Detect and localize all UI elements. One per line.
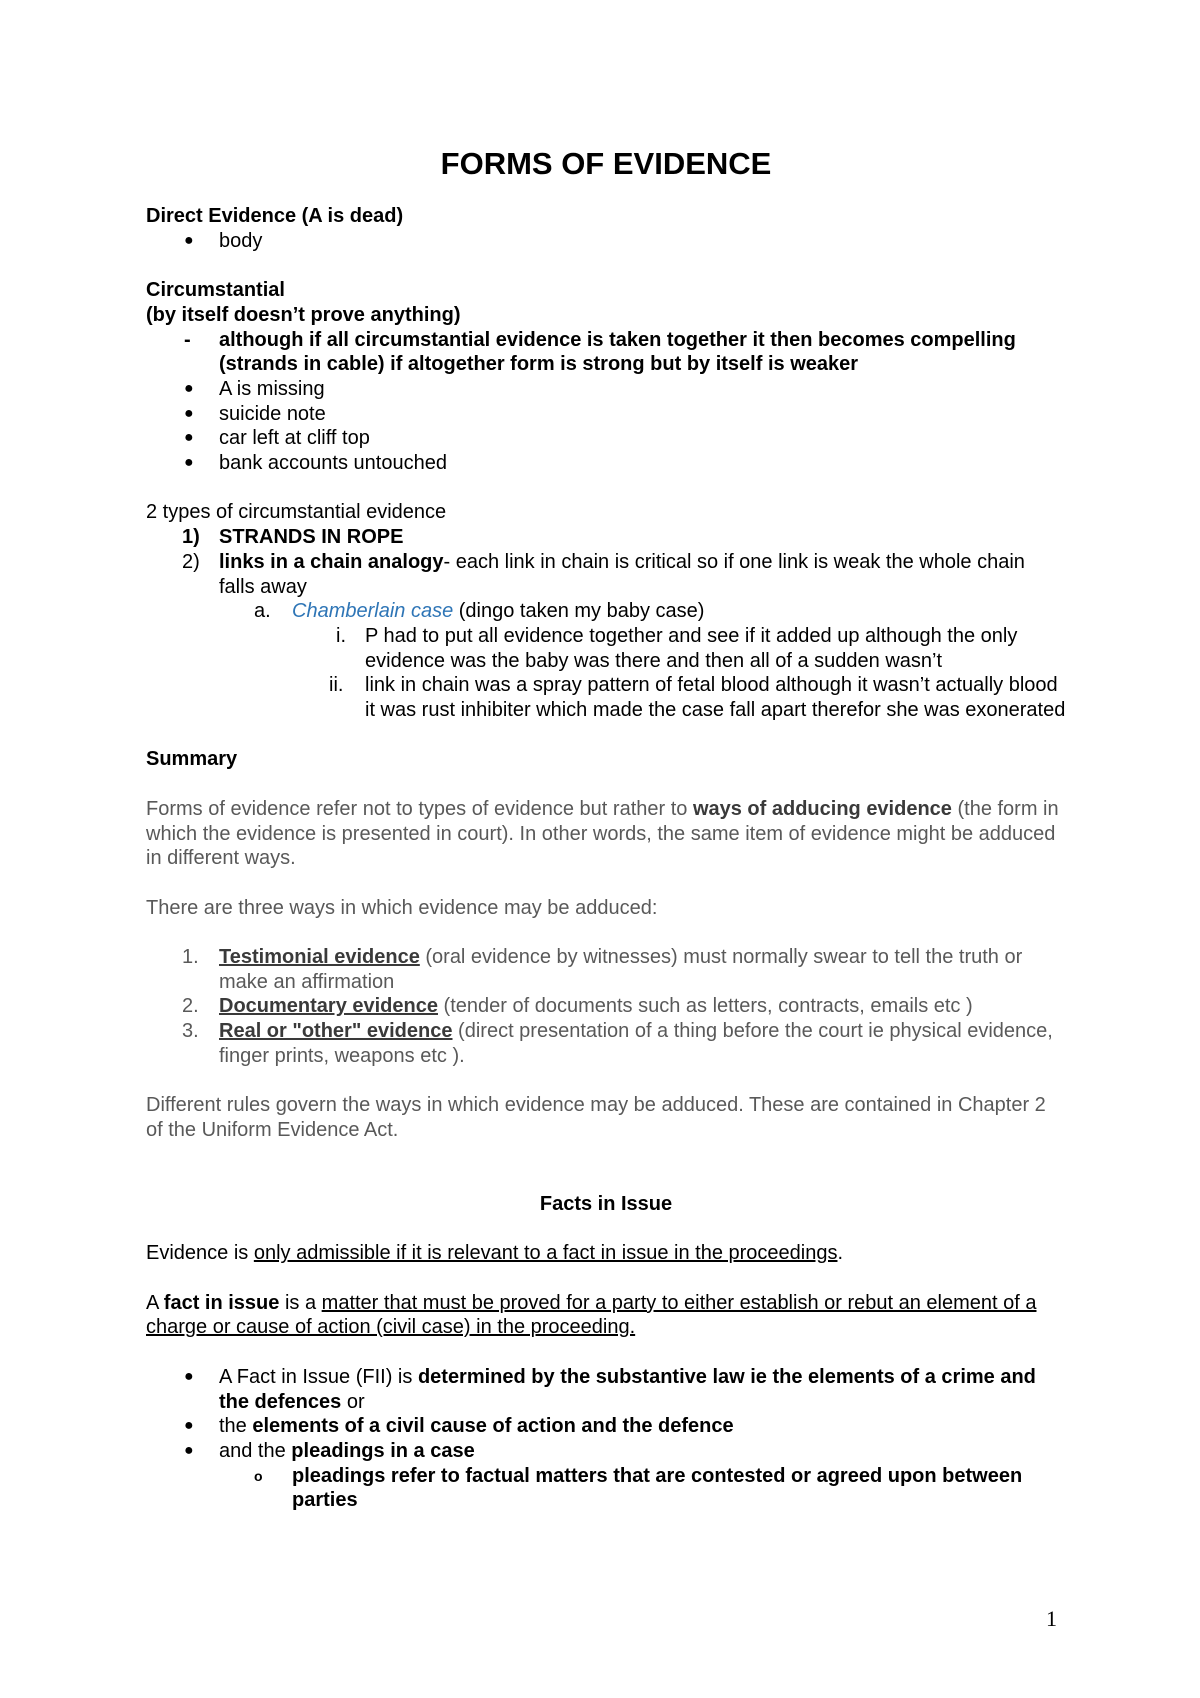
circumstantial-heading: Circumstantial: [146, 279, 285, 302]
summary-paragraph: [146, 797, 1066, 871]
sub-list-item: [146, 599, 1066, 624]
text-run: or: [341, 1390, 365, 1413]
roman-list-item: [146, 624, 1066, 673]
list-item-text: car left at cliff top: [219, 427, 370, 450]
list-item-text: (tender of documents such as letters, contracts, emails etc ): [437, 995, 973, 1018]
dash-marker: -: [184, 328, 191, 351]
bold-run: ways of adducing evidence: [692, 797, 952, 820]
list-number: 2.: [182, 995, 199, 1018]
facts-paragraph: [146, 1291, 1066, 1340]
list-item-term: Real or "other" evidence: [219, 1020, 453, 1043]
list-item: [146, 525, 1066, 550]
list-item-term: Documentary evidence: [219, 995, 438, 1018]
list-item: [146, 1365, 1066, 1414]
list-number: 2): [182, 550, 200, 573]
list-item: [146, 945, 1066, 994]
bullet-icon: ●: [184, 454, 194, 472]
dash-note: [146, 328, 1066, 377]
sub-list-text: pleadings refer to factual matters that are contested or agreed upon between parties: [292, 1464, 1023, 1512]
roman-marker: ii.: [329, 674, 344, 697]
bullet-icon: ●: [184, 429, 194, 447]
bullet-icon: ●: [184, 1367, 194, 1385]
types-intro: 2 types of circumstantial evidence: [146, 501, 447, 524]
roman-marker: i.: [336, 624, 346, 647]
list-item-text: (direct presentation of a thing before the court ie physical evidence, finger prints, weapons etc ).: [219, 1020, 1053, 1067]
sub-list-item: [146, 1464, 1066, 1513]
list-item-term: links in a chain analogy: [219, 550, 444, 573]
bold-run: fact in issue: [163, 1291, 280, 1314]
list-number: 1): [182, 526, 200, 549]
text-run: Evidence is: [146, 1242, 254, 1265]
bold-run: determined by the substantive law ie the elements of a crime and the defences: [219, 1365, 1036, 1413]
list-item-text: bank accounts untouched: [219, 452, 447, 475]
page-number: 1: [1046, 1606, 1057, 1631]
bullet-icon: ●: [184, 1417, 194, 1435]
list-item: [146, 994, 1066, 1019]
text-run: and the: [219, 1439, 292, 1462]
summary-paragraph: Different rules govern the ways in which evidence may be adduced. These are contained in Chapter 2 of the Uniform Evidence Act.: [146, 1094, 1046, 1141]
list-item: [146, 550, 1066, 599]
list-item: [146, 451, 1066, 476]
text-run: (the form in which the evidence is presented in court). In other words, the same item of evidence might be adduced in different ways.: [146, 797, 1059, 870]
list-item: [146, 1019, 1066, 1068]
list-item-text: body: [219, 229, 263, 252]
page-title: FORMS OF EVIDENCE: [440, 146, 772, 181]
direct-evidence-heading: Direct Evidence (A is dead): [146, 205, 404, 227]
text-run: the: [219, 1415, 253, 1438]
text-run: A: [146, 1291, 164, 1314]
underlined-run: matter that must be proved for a party to either establish or rebut an element of a charge or cause of action (civil case) in the proceeding.: [146, 1291, 1037, 1339]
bullet-icon: ●: [184, 379, 194, 397]
facts-paragraph: [146, 1241, 1066, 1266]
list-item-term: Testimonial evidence: [219, 946, 420, 968]
roman-list-item: [146, 673, 1066, 722]
document-body: [146, 140, 1066, 1513]
dash-note-text: although if all circumstantial evidence is taken together it then becomes compelling (strands in cable) if altogether form is strong but by itself is weaker: [219, 328, 1016, 376]
list-item: [146, 1439, 1066, 1464]
summary-heading: Summary: [146, 748, 238, 771]
list-item: [146, 229, 1066, 254]
bold-run: elements of a civil cause of action and the defence: [252, 1415, 734, 1438]
sub-list-marker: a.: [254, 600, 271, 623]
underlined-run: only admissible if it is relevant to a fact in issue in the proceedings: [253, 1242, 838, 1265]
list-item-text: (oral evidence by witnesses) must normally swear to tell the truth or make an affirmation: [219, 946, 1023, 993]
list-item: [146, 426, 1066, 451]
bold-run: pleadings in a case: [291, 1439, 475, 1462]
text-run: Forms of evidence refer not to types of evidence but rather to: [146, 797, 693, 820]
summary-paragraph: There are three ways in which evidence may be adduced:: [146, 896, 658, 919]
bullet-icon: ●: [184, 1441, 194, 1459]
list-number: 1.: [182, 946, 199, 968]
list-item-text: A is missing: [219, 377, 325, 400]
circumstantial-subheading: (by itself doesn’t prove anything): [146, 303, 461, 326]
roman-list-text: link in chain was a spray pattern of fetal blood although it wasn’t actually blood it was rust inhibiter which made the case fall apart therefor she was exonerated: [365, 674, 1066, 722]
text-run: .: [837, 1242, 844, 1265]
facts-heading: Facts in Issue: [539, 1192, 673, 1215]
bullet-icon: ●: [184, 231, 194, 249]
sub-list-text: (dingo taken my baby case): [453, 600, 705, 623]
bullet-icon: ●: [184, 404, 194, 422]
roman-list-text: P had to put all evidence together and see if it added up although the only evidence was the baby was there and then all of a sudden wasn’t: [365, 624, 1018, 672]
list-number: 3.: [182, 1020, 199, 1043]
list-item: [146, 1414, 1066, 1439]
list-item-text: - each link in chain is critical so if one link is weak the whole chain falls away: [219, 550, 1025, 598]
circle-bullet-icon: o: [254, 1467, 263, 1484]
list-item-text: suicide note: [219, 402, 326, 425]
list-item: [146, 402, 1066, 427]
list-item-text: STRANDS IN ROPE: [219, 526, 404, 549]
text-run: A Fact in Issue (FII) is: [219, 1365, 418, 1388]
text-run: is a: [279, 1291, 322, 1314]
list-item: [146, 377, 1066, 402]
case-name: Chamberlain case: [292, 600, 454, 623]
